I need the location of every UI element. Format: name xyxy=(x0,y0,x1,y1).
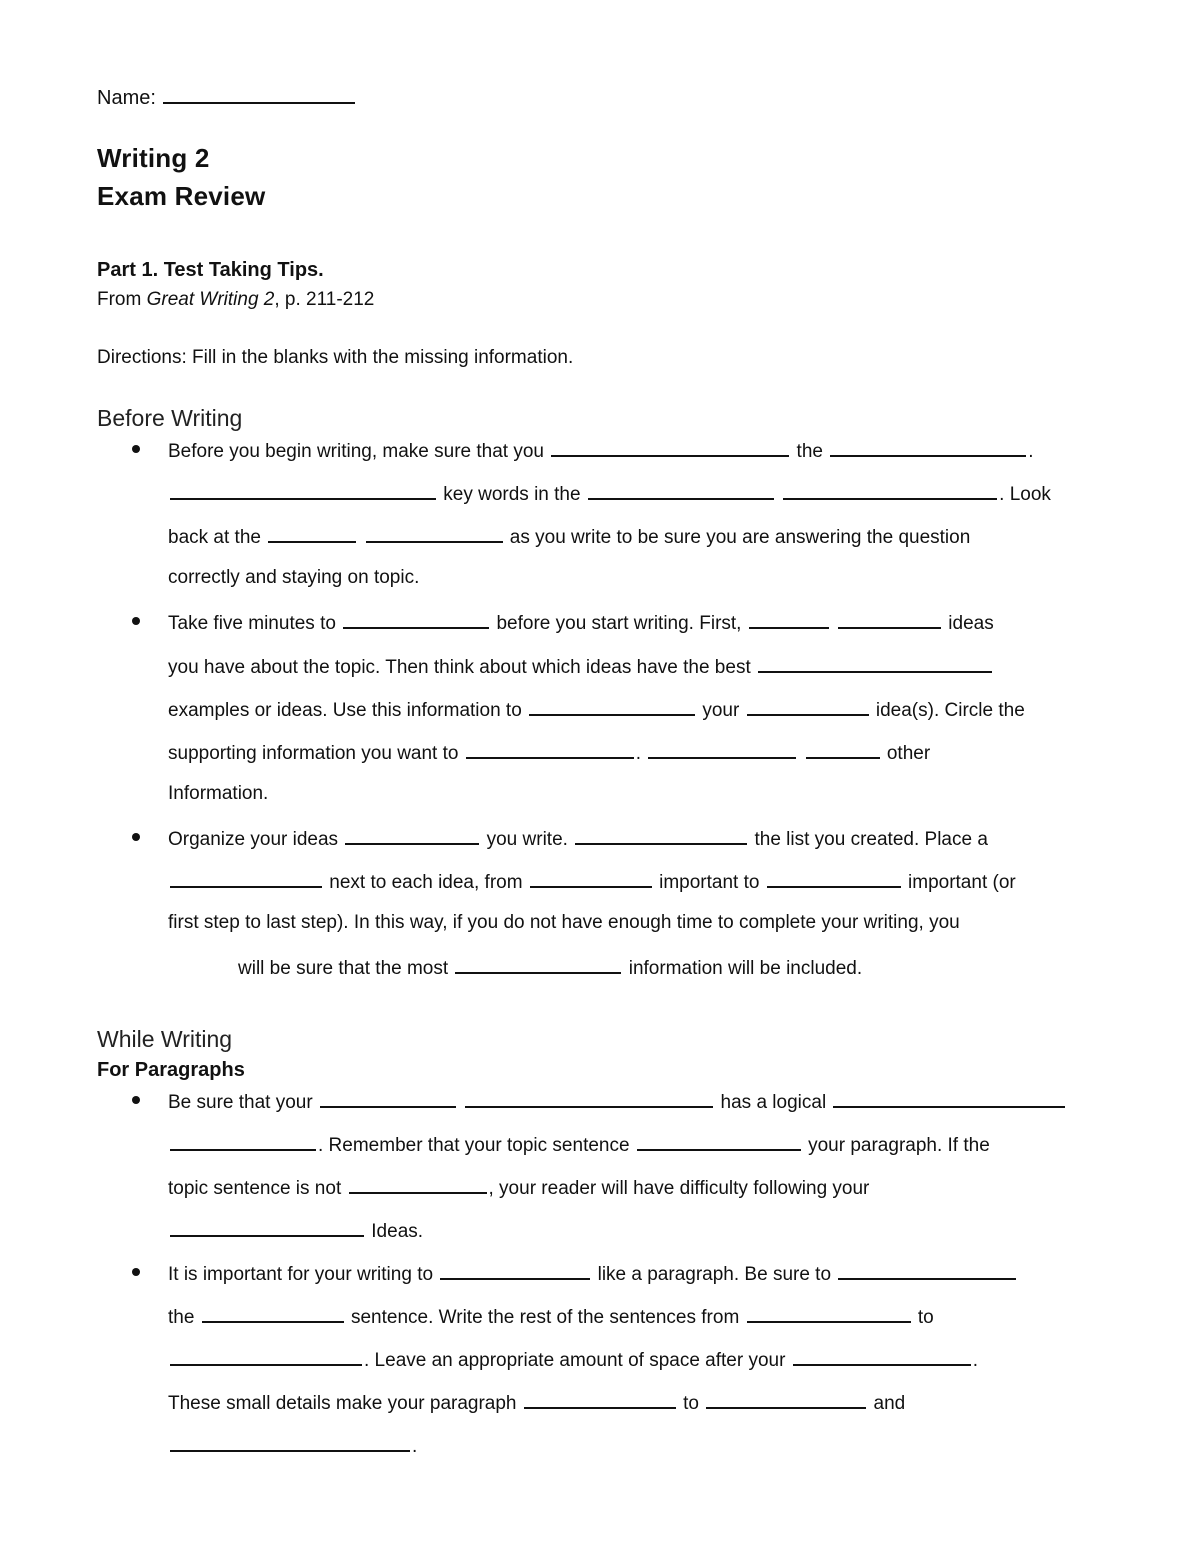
text-fragment: idea(s). Circle the xyxy=(875,700,1025,721)
text-fragment: the list you created. Place a xyxy=(754,829,988,850)
blank[interactable] xyxy=(588,482,774,500)
bw-b1-line1 xyxy=(168,439,1034,461)
blank[interactable] xyxy=(343,611,489,629)
text-fragment: These small details make your paragraph xyxy=(168,1393,517,1414)
bw-b3-line1 xyxy=(168,827,988,849)
source-book-title: Great Writing 2 xyxy=(146,289,275,310)
text-fragment: Take five minutes to xyxy=(168,613,336,634)
bw-b2-line2 xyxy=(168,655,994,677)
ww-b2-line4 xyxy=(168,1391,905,1413)
bw-b3-line2 xyxy=(168,870,1016,892)
text-fragment: before you start writing. First, xyxy=(496,613,742,634)
bw-b3-line4 xyxy=(238,956,862,978)
bw-b3-line3: first step to last step). In this way, if you do not have enough time to complete your writing, you xyxy=(168,912,960,933)
name-row xyxy=(97,86,357,108)
blank[interactable] xyxy=(833,1090,1065,1108)
blank[interactable] xyxy=(466,741,634,759)
name-label: Name: xyxy=(97,87,156,109)
text-fragment: the xyxy=(796,441,823,462)
text-fragment: , your reader will have difficulty following your xyxy=(488,1178,870,1199)
text-fragment: ideas xyxy=(948,613,994,634)
text-fragment: examples or ideas. Use this information to xyxy=(168,700,522,721)
text-fragment: . xyxy=(412,1436,418,1457)
text-fragment: . xyxy=(1028,441,1034,462)
text-fragment: Organize your ideas xyxy=(168,829,339,850)
text-fragment: your paragraph. If the xyxy=(808,1135,990,1156)
bw-b1-line4: correctly and staying on topic. xyxy=(168,567,420,588)
blank[interactable] xyxy=(170,1219,364,1237)
blank[interactable] xyxy=(524,1391,676,1409)
blank[interactable] xyxy=(783,482,997,500)
text-fragment: back at the xyxy=(168,527,261,548)
blank[interactable] xyxy=(838,1262,1016,1280)
blank[interactable] xyxy=(758,655,992,673)
source-prefix: From xyxy=(97,289,147,310)
for-paragraphs-subheading: For Paragraphs xyxy=(97,1059,245,1081)
blank[interactable] xyxy=(830,439,1026,457)
text-fragment: Before you begin writing, make sure that you xyxy=(168,441,544,462)
bw-b2-line3 xyxy=(168,698,1025,720)
blank[interactable] xyxy=(170,482,436,500)
bw-b1-line2 xyxy=(168,482,1051,504)
bullet-dot xyxy=(132,617,140,625)
ww-b1-line4 xyxy=(168,1219,423,1241)
blank[interactable] xyxy=(551,439,789,457)
title-line-1: Writing 2 xyxy=(97,143,210,173)
blank[interactable] xyxy=(170,870,322,888)
text-fragment: you have about the topic. Then think about which ideas have the best xyxy=(168,657,751,678)
blank[interactable] xyxy=(170,1133,316,1151)
source-suffix: , p. 211-212 xyxy=(274,289,375,310)
text-fragment: . Remember that your topic sentence xyxy=(318,1135,630,1156)
blank[interactable] xyxy=(575,827,747,845)
text-fragment: your xyxy=(702,700,740,721)
text-fragment: the xyxy=(168,1307,195,1328)
bw-b1-line3 xyxy=(168,525,970,547)
ww-b1-line2 xyxy=(168,1133,990,1155)
before-writing-heading: Before Writing xyxy=(97,405,243,431)
blank[interactable] xyxy=(793,1348,971,1366)
blank[interactable] xyxy=(767,870,901,888)
text-fragment: Ideas. xyxy=(371,1221,424,1242)
blank[interactable] xyxy=(170,1348,362,1366)
blank[interactable] xyxy=(170,1434,410,1452)
ww-b2-line1 xyxy=(168,1262,1018,1284)
blank[interactable] xyxy=(749,611,829,629)
blank[interactable] xyxy=(320,1090,456,1108)
text-fragment: as you write to be sure you are answering the question xyxy=(509,527,971,548)
blank[interactable] xyxy=(440,1262,590,1280)
while-writing-heading: While Writing xyxy=(97,1026,233,1052)
text-fragment: . Leave an appropriate amount of space after your xyxy=(364,1350,786,1371)
blank[interactable] xyxy=(747,698,869,716)
text-fragment: to xyxy=(917,1307,934,1328)
text-fragment: other xyxy=(886,743,931,764)
blank[interactable] xyxy=(349,1176,487,1194)
text-fragment: like a paragraph. Be sure to xyxy=(597,1264,832,1285)
part1-heading: Part 1. Test Taking Tips. xyxy=(97,259,324,281)
text-fragment: to xyxy=(683,1393,699,1414)
blank[interactable] xyxy=(455,956,621,974)
blank[interactable] xyxy=(747,1305,911,1323)
bw-b2-line5: Information. xyxy=(168,783,269,804)
blank[interactable] xyxy=(268,525,356,543)
blank[interactable] xyxy=(838,611,941,629)
blank[interactable] xyxy=(637,1133,801,1151)
title-line-2: Exam Review xyxy=(97,181,266,211)
text-fragment: . xyxy=(635,743,642,764)
blank[interactable] xyxy=(202,1305,344,1323)
ww-b2-line5 xyxy=(168,1434,417,1456)
ww-b2-line2 xyxy=(168,1305,934,1327)
blank[interactable] xyxy=(530,870,652,888)
text-fragment: topic sentence is not xyxy=(168,1178,342,1199)
text-fragment: will be sure that the most xyxy=(238,958,449,979)
ww-b1-line3 xyxy=(168,1176,869,1198)
text-fragment: important to xyxy=(659,872,760,893)
blank[interactable] xyxy=(529,698,695,716)
text-fragment: . Look xyxy=(999,484,1051,505)
text-fragment: and xyxy=(873,1393,906,1414)
bullet-dot xyxy=(132,1096,140,1104)
part1-source xyxy=(97,290,374,309)
text-fragment: key words in the xyxy=(443,484,581,505)
text-fragment: important (or xyxy=(908,872,1016,893)
text-fragment: information will be included. xyxy=(628,958,863,979)
text-fragment: supporting information you want to xyxy=(168,743,459,764)
name-blank[interactable] xyxy=(163,86,355,104)
ww-b2-line3 xyxy=(168,1348,978,1370)
text-fragment: has a logical xyxy=(720,1092,827,1113)
bw-b2-line4 xyxy=(168,741,930,763)
blank[interactable] xyxy=(706,1391,866,1409)
bullet-dot xyxy=(132,1268,140,1276)
directions: Directions: Fill in the blanks with the missing information. xyxy=(97,347,574,368)
text-fragment: Be sure that your xyxy=(168,1092,313,1113)
blank[interactable] xyxy=(366,525,503,543)
text-fragment: next to each idea, from xyxy=(329,872,523,893)
text-fragment: It is important for your writing to xyxy=(168,1264,434,1285)
bw-b2-line1 xyxy=(168,611,994,633)
bullet-dot xyxy=(132,445,140,453)
ww-b1-line1 xyxy=(168,1090,1067,1112)
bullet-dot xyxy=(132,833,140,841)
blank[interactable] xyxy=(345,827,479,845)
blank[interactable] xyxy=(465,1090,713,1108)
text-fragment: you write. xyxy=(486,829,568,850)
blank[interactable] xyxy=(806,741,880,759)
text-fragment: sentence. Write the rest of the sentences from xyxy=(350,1307,740,1328)
text-fragment: . xyxy=(972,1350,978,1371)
blank[interactable] xyxy=(648,741,796,759)
